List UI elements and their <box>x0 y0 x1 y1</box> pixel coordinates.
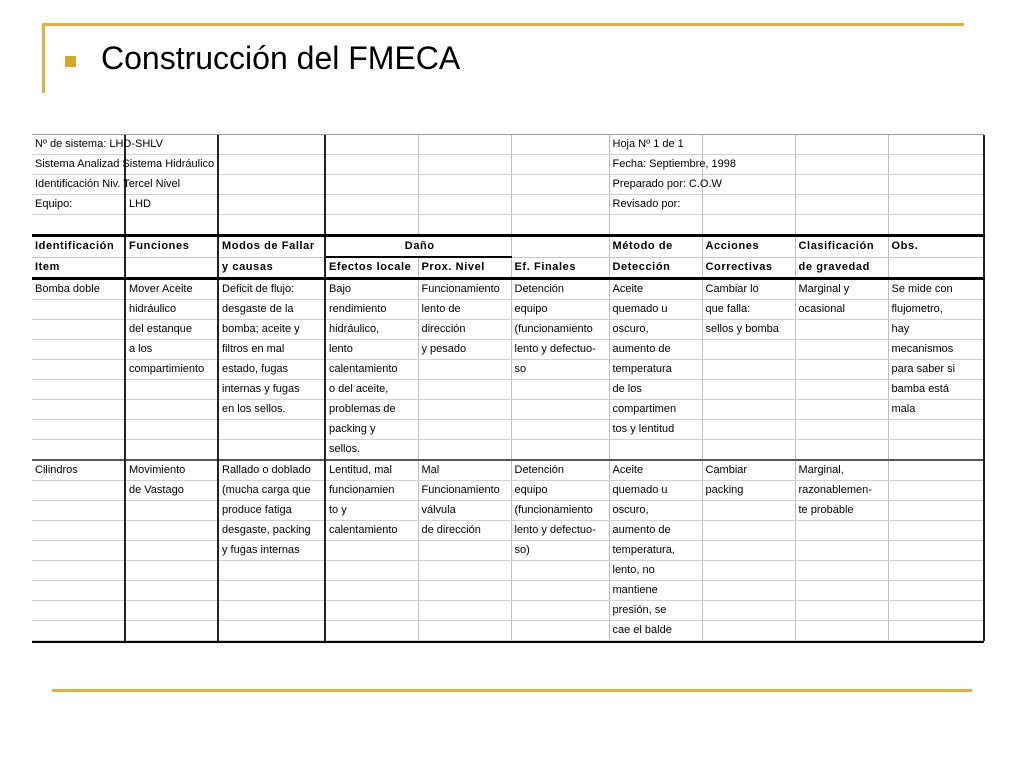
fmeca-cell: problemas de <box>325 400 418 420</box>
fmeca-cell <box>125 257 218 279</box>
table-row <box>32 460 984 481</box>
fmeca-cell: (funcionamiento <box>511 501 609 521</box>
fmeca-cell <box>218 581 325 601</box>
fmeca-cell <box>888 440 984 461</box>
slide-title: Construcción del FMECA <box>101 40 461 76</box>
fmeca-cell <box>511 155 609 175</box>
table-row <box>32 420 984 440</box>
fmeca-cell <box>888 195 984 215</box>
fmeca-cell <box>325 581 418 601</box>
fmeca-cell: lento, no <box>609 561 702 581</box>
fmeca-cell: Efectos locale <box>325 257 418 279</box>
fmeca-cell <box>218 601 325 621</box>
fmeca-cell: y causas <box>218 257 325 279</box>
fmeca-cell: temperatura, <box>609 541 702 561</box>
fmeca-cell: tos y lentitud <box>609 420 702 440</box>
fmeca-cell <box>702 601 795 621</box>
fmeca-cell: calentamiento <box>325 521 418 541</box>
fmeca-cell <box>511 215 609 236</box>
fmeca-cell <box>125 541 218 561</box>
fmeca-cell: Equipo: <box>32 195 125 215</box>
fmeca-cell <box>32 215 125 236</box>
fmeca-cell: filtros en mal <box>218 340 325 360</box>
fmeca-cell <box>888 621 984 641</box>
fmeca-cell: funcionamien <box>325 481 418 501</box>
fmeca-cell: Bomba doble <box>32 279 125 300</box>
fmeca-cell <box>702 440 795 461</box>
fmeca-cell: Detección <box>609 257 702 279</box>
fmeca-cell <box>702 521 795 541</box>
fmeca-cell: bamba está <box>888 380 984 400</box>
fmeca-cell: Detención <box>511 460 609 481</box>
fmeca-cell <box>888 215 984 236</box>
fmeca-cell <box>418 360 511 380</box>
fmeca-cell <box>125 215 218 236</box>
table-row <box>32 440 984 461</box>
fmeca-cell: oscuro, <box>609 320 702 340</box>
fmeca-cell <box>888 581 984 601</box>
column-header: Método de <box>609 236 702 258</box>
fmeca-worksheet <box>32 134 984 643</box>
fmeca-cell <box>702 340 795 360</box>
column-header: Funciones <box>125 236 218 258</box>
fmeca-cell <box>125 501 218 521</box>
fmeca-cell: Funcionamiento <box>418 279 511 300</box>
fmeca-cell <box>418 440 511 461</box>
fmeca-cell <box>888 135 984 155</box>
table-row <box>32 279 984 300</box>
fmeca-cell <box>702 195 795 215</box>
fmeca-cell: Bajo <box>325 279 418 300</box>
fmeca-cell <box>218 420 325 440</box>
fmeca-cell: hidráulico <box>125 300 218 320</box>
column-header: Clasificación <box>795 236 888 258</box>
fmeca-cell <box>888 175 984 195</box>
fmeca-cell: quemado u <box>609 300 702 320</box>
fmeca-cell <box>418 135 511 155</box>
fmeca-cell <box>418 215 511 236</box>
fmeca-cell <box>418 621 511 641</box>
fmeca-cell <box>795 360 888 380</box>
fmeca-cell: ocasional <box>795 300 888 320</box>
fmeca-cell <box>418 380 511 400</box>
fmeca-cell <box>702 501 795 521</box>
fmeca-cell <box>702 400 795 420</box>
fmeca-cell <box>418 195 511 215</box>
fmeca-cell <box>702 360 795 380</box>
header-dano-group: Daño <box>325 236 511 258</box>
fmeca-cell <box>32 340 125 360</box>
bottom-accent-rule <box>52 689 972 692</box>
fmeca-cell <box>32 521 125 541</box>
fmeca-cell <box>795 320 888 340</box>
fmeca-cell: Detención <box>511 279 609 300</box>
fmeca-cell <box>218 561 325 581</box>
fmeca-cell <box>325 561 418 581</box>
fmeca-cell <box>795 581 888 601</box>
fmeca-cell <box>32 440 125 461</box>
fmeca-cell: (funcionamiento <box>511 320 609 340</box>
fmeca-cell <box>125 621 218 641</box>
column-header: Obs. <box>888 236 984 258</box>
fmeca-cell: quemado u <box>609 481 702 501</box>
fmeca-cell: (mucha carga que <box>218 481 325 501</box>
fmeca-cell: de dirección <box>418 521 511 541</box>
fmeca-cell: Prox. Nivel <box>418 257 511 279</box>
fmeca-cell: equipo <box>511 300 609 320</box>
fmeca-cell: desgaste, packing <box>218 521 325 541</box>
fmeca-cell: Aceite <box>609 460 702 481</box>
fmeca-cell: Cambiar <box>702 460 795 481</box>
fmeca-cell <box>218 215 325 236</box>
fmeca-cell <box>702 380 795 400</box>
fmeca-cell <box>32 400 125 420</box>
fmeca-cell <box>511 601 609 621</box>
fmeca-cell <box>795 215 888 236</box>
table-row <box>32 561 984 581</box>
fmeca-cell: Se mide con <box>888 279 984 300</box>
bullet-square-icon <box>65 56 76 67</box>
fmeca-cell <box>32 420 125 440</box>
fmeca-cell: que falla: <box>702 300 795 320</box>
fmeca-cell <box>888 420 984 440</box>
fmeca-table <box>32 135 985 641</box>
fmeca-cell <box>795 340 888 360</box>
fmeca-cell: razonablemen- <box>795 481 888 501</box>
fmeca-cell: packing <box>702 481 795 501</box>
fmeca-cell <box>511 440 609 461</box>
header-info-row <box>32 135 984 155</box>
fmeca-cell: Identificación Niv. Tercel Nivel <box>32 175 125 195</box>
fmeca-cell <box>888 561 984 581</box>
fmeca-cell: Fecha: Septiembre, 1998 <box>609 155 702 175</box>
fmeca-cell: Deficit de flujo: <box>218 279 325 300</box>
fmeca-cell: mala <box>888 400 984 420</box>
fmeca-cell <box>511 380 609 400</box>
fmeca-cell: compartimen <box>609 400 702 420</box>
fmeca-cell <box>32 360 125 380</box>
fmeca-cell <box>418 400 511 420</box>
column-header-row <box>32 257 984 279</box>
fmeca-cell: bomba; aceite y <box>218 320 325 340</box>
fmeca-cell: packing y <box>325 420 418 440</box>
table-row <box>32 621 984 641</box>
fmeca-cell <box>609 440 702 461</box>
fmeca-cell <box>795 440 888 461</box>
fmeca-cell: Nº de sistema: LHD-SHLV <box>32 135 125 155</box>
fmeca-cell: mecanismos <box>888 340 984 360</box>
fmeca-cell <box>418 175 511 195</box>
fmeca-cell: Preparado por: C.O.W <box>609 175 702 195</box>
fmeca-cell <box>125 521 218 541</box>
fmeca-cell: Lentitud, mal <box>325 460 418 481</box>
fmeca-cell <box>125 420 218 440</box>
fmeca-cell <box>218 440 325 461</box>
fmeca-cell: Cilindros <box>32 460 125 481</box>
fmeca-cell <box>418 420 511 440</box>
fmeca-cell <box>795 175 888 195</box>
table-row <box>32 541 984 561</box>
fmeca-cell: sellos y bomba <box>702 320 795 340</box>
column-header: Identificación <box>32 236 125 258</box>
table-row <box>32 360 984 380</box>
fmeca-cell: hay <box>888 320 984 340</box>
fmeca-cell: internas y fugas <box>218 380 325 400</box>
header-info-row <box>32 195 984 215</box>
fmeca-cell: calentamiento <box>325 360 418 380</box>
fmeca-cell: produce fatiga <box>218 501 325 521</box>
fmeca-cell: LHD <box>125 195 218 215</box>
fmeca-cell <box>218 621 325 641</box>
fmeca-cell: lento <box>325 340 418 360</box>
fmeca-cell <box>795 521 888 541</box>
table-row <box>32 481 984 501</box>
fmeca-cell: dirección <box>418 320 511 340</box>
table-row <box>32 320 984 340</box>
fmeca-cell <box>511 175 609 195</box>
fmeca-cell <box>795 380 888 400</box>
fmeca-cell <box>888 521 984 541</box>
fmeca-cell: Sistema Analizad Sistema Hidráulico <box>32 155 125 175</box>
fmeca-cell <box>418 561 511 581</box>
fmeca-cell: de los <box>609 380 702 400</box>
header-info-row <box>32 155 984 175</box>
fmeca-cell <box>32 621 125 641</box>
fmeca-cell <box>32 581 125 601</box>
fmeca-cell <box>888 541 984 561</box>
fmeca-cell: Aceite <box>609 279 702 300</box>
fmeca-cell: flujometro, <box>888 300 984 320</box>
fmeca-cell <box>32 380 125 400</box>
fmeca-cell <box>795 561 888 581</box>
fmeca-cell <box>795 400 888 420</box>
fmeca-cell: Funcionamiento <box>418 481 511 501</box>
table-row <box>32 501 984 521</box>
fmeca-cell: sellos. <box>325 440 418 461</box>
fmeca-cell: Movimiento <box>125 460 218 481</box>
fmeca-cell <box>888 155 984 175</box>
fmeca-cell: para saber si <box>888 360 984 380</box>
fmeca-cell <box>795 621 888 641</box>
fmeca-cell <box>125 581 218 601</box>
fmeca-cell <box>702 621 795 641</box>
fmeca-cell <box>511 400 609 420</box>
fmeca-cell <box>888 501 984 521</box>
fmeca-cell <box>702 135 795 155</box>
fmeca-cell <box>32 300 125 320</box>
fmeca-cell: Correctivas <box>702 257 795 279</box>
fmeca-cell <box>325 175 418 195</box>
fmeca-cell <box>795 420 888 440</box>
fmeca-cell <box>325 601 418 621</box>
fmeca-cell: oscuro, <box>609 501 702 521</box>
fmeca-cell: estado, fugas <box>218 360 325 380</box>
fmeca-cell: lento y defectuo- <box>511 340 609 360</box>
header-info-row <box>32 175 984 195</box>
fmeca-cell: del estanque <box>125 320 218 340</box>
fmeca-cell <box>418 601 511 621</box>
fmeca-cell <box>325 155 418 175</box>
fmeca-cell <box>888 481 984 501</box>
column-header: Modos de Fallar <box>218 236 325 258</box>
fmeca-cell <box>32 541 125 561</box>
fmeca-cell <box>418 581 511 601</box>
table-row <box>32 581 984 601</box>
fmeca-cell: y fugas internas <box>218 541 325 561</box>
top-accent-rule <box>42 23 964 26</box>
fmeca-cell: mantiene <box>609 581 702 601</box>
fmeca-cell <box>511 561 609 581</box>
header-info-row <box>32 215 984 236</box>
fmeca-cell <box>218 135 325 155</box>
fmeca-cell: lento y defectuo- <box>511 521 609 541</box>
fmeca-cell: aumento de <box>609 521 702 541</box>
fmeca-cell <box>609 215 702 236</box>
fmeca-cell: so <box>511 360 609 380</box>
fmeca-cell <box>795 195 888 215</box>
fmeca-cell <box>888 601 984 621</box>
fmeca-cell: presión, se <box>609 601 702 621</box>
fmeca-cell <box>325 135 418 155</box>
fmeca-cell: válvula <box>418 501 511 521</box>
fmeca-cell <box>511 621 609 641</box>
fmeca-cell <box>32 601 125 621</box>
fmeca-cell: o del aceite, <box>325 380 418 400</box>
fmeca-cell <box>125 561 218 581</box>
fmeca-cell <box>795 541 888 561</box>
fmeca-cell: de Vastago <box>125 481 218 501</box>
fmeca-cell: compartimiento <box>125 360 218 380</box>
fmeca-cell <box>511 420 609 440</box>
fmeca-cell: Hoja Nº 1 de 1 <box>609 135 702 155</box>
fmeca-cell: Marginal y <box>795 279 888 300</box>
fmeca-cell: so) <box>511 541 609 561</box>
fmeca-cell: a los <box>125 340 218 360</box>
table-row <box>32 300 984 320</box>
fmeca-cell: Mal <box>418 460 511 481</box>
fmeca-cell <box>702 215 795 236</box>
fmeca-cell <box>125 400 218 420</box>
fmeca-cell: temperatura <box>609 360 702 380</box>
fmeca-cell <box>511 135 609 155</box>
fmeca-cell: Mover Aceite <box>125 279 218 300</box>
fmeca-cell: y pesado <box>418 340 511 360</box>
table-row <box>32 340 984 360</box>
fmeca-cell <box>125 601 218 621</box>
fmeca-cell: te probable <box>795 501 888 521</box>
fmeca-cell: Item <box>32 257 125 279</box>
fmeca-cell: rendimiento <box>325 300 418 320</box>
fmeca-cell <box>218 175 325 195</box>
fmeca-cell <box>32 481 125 501</box>
fmeca-cell <box>325 215 418 236</box>
fmeca-cell <box>702 420 795 440</box>
fmeca-cell <box>702 541 795 561</box>
table-row <box>32 380 984 400</box>
fmeca-cell <box>218 155 325 175</box>
fmeca-cell: cae el balde <box>609 621 702 641</box>
fmeca-cell <box>325 195 418 215</box>
fmeca-cell <box>218 195 325 215</box>
fmeca-cell <box>325 621 418 641</box>
column-header <box>511 236 609 258</box>
fmeca-cell: lento de <box>418 300 511 320</box>
fmeca-table-body <box>32 135 984 641</box>
fmeca-cell <box>125 380 218 400</box>
fmeca-cell <box>418 541 511 561</box>
table-row <box>32 601 984 621</box>
fmeca-cell <box>888 257 984 279</box>
fmeca-cell: equipo <box>511 481 609 501</box>
fmeca-cell: hidráulico, <box>325 320 418 340</box>
fmeca-cell <box>32 320 125 340</box>
table-row <box>32 400 984 420</box>
fmeca-cell <box>418 155 511 175</box>
fmeca-cell <box>511 195 609 215</box>
fmeca-cell <box>795 135 888 155</box>
fmeca-cell: en los sellos. <box>218 400 325 420</box>
table-row <box>32 521 984 541</box>
fmeca-cell <box>325 541 418 561</box>
fmeca-cell: aumento de <box>609 340 702 360</box>
fmeca-cell: Cambiar lo <box>702 279 795 300</box>
fmeca-cell <box>32 501 125 521</box>
fmeca-cell <box>125 440 218 461</box>
fmeca-cell: Rallado o doblado <box>218 460 325 481</box>
fmeca-cell: to y <box>325 501 418 521</box>
fmeca-cell <box>511 581 609 601</box>
fmeca-cell: desgaste de la <box>218 300 325 320</box>
column-header: Acciones <box>702 236 795 258</box>
fmeca-cell <box>702 581 795 601</box>
fmeca-cell <box>795 601 888 621</box>
fmeca-cell <box>702 561 795 581</box>
fmeca-cell: de gravedad <box>795 257 888 279</box>
fmeca-cell: Revisado por: <box>609 195 702 215</box>
fmeca-cell: Marginal, <box>795 460 888 481</box>
fmeca-cell <box>795 155 888 175</box>
fmeca-cell <box>888 460 984 481</box>
fmeca-cell: Ef. Finales <box>511 257 609 279</box>
column-header-row <box>32 236 984 258</box>
fmeca-cell <box>32 561 125 581</box>
left-accent-rule <box>42 23 45 93</box>
